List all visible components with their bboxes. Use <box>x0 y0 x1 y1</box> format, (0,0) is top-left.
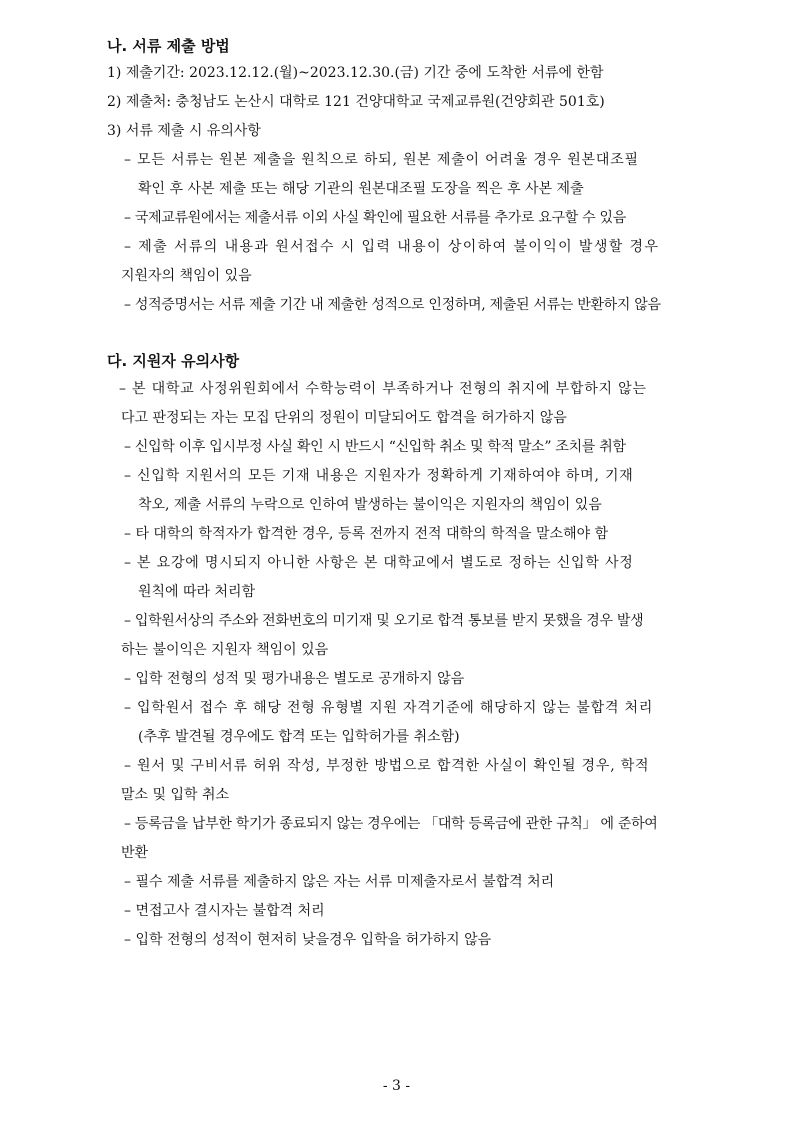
notice-line: – 신입학 이후 입시부정 사실 확인 시 반드시 “신입학 취소 및 학적 말소” 조치를 취함 <box>124 439 626 455</box>
submission-period: 1) 제출기간: 2023.12.12.(월)~2023.12.30.(금) 기간 중에 도착한 서류에 한함 <box>107 65 604 81</box>
note-original-documents: – 모든 서류는 원본 제출을 원칙으로 하되, 원본 제출이 어려울 경우 원본대조필 <box>124 152 639 168</box>
notice-line: – 입학 전형의 성적 및 평가내용은 별도로 공개하지 않음 <box>124 671 465 687</box>
notice-line: – 신입학 지원서의 모든 기재 내용은 지원자가 정확하게 기재하여야 하며, 기재 <box>124 468 634 484</box>
submission-place: 2) 제출처: 충청남도 논산시 대학로 121 건양대학교 국제교류원(건양회관 501호) <box>107 94 605 110</box>
submission-notes-title: 3) 서류 제출 시 유의사항 <box>107 123 261 139</box>
note-content-mismatch-cont: 지원자의 책임이 있음 <box>121 268 252 284</box>
notice-line: 착오, 제출 서류의 누락으로 인하여 발생하는 불이익은 지원자의 책임이 있음 <box>138 497 602 513</box>
notice-line: (추후 발견될 경우에도 합격 또는 입학허가를 취소함) <box>138 729 460 745</box>
notice-line: – 본 대학교 사정위원회에서 수학능력이 부족하거나 전형의 취지에 부합하지 않는 <box>119 381 647 397</box>
note-content-mismatch: – 제출 서류의 내용과 원서접수 시 입력 내용이 상이하여 불이익이 발생할 경우 <box>124 239 660 255</box>
notice-line: 원칙에 따라 처리함 <box>138 584 256 600</box>
note-original-documents-cont: 확인 후 사본 제출 또는 해당 기관의 원본대조필 도장을 찍은 후 사본 제출 <box>138 181 584 197</box>
notice-line: 다고 판정되는 자는 모집 단위의 정원이 미달되어도 합격을 허가하지 않음 <box>121 410 567 426</box>
notice-line: – 본 요강에 명시되지 아니한 사항은 본 대학교에서 별도로 정하는 신입학 사정 <box>124 555 634 571</box>
notice-line: 하는 불이익은 지원자 책임이 있음 <box>121 642 329 658</box>
notice-line: – 입학원서상의 주소와 전화번호의 미기재 및 오기로 합격 통보를 받지 못했을 경우 발생 <box>124 613 644 629</box>
notice-line: – 면접고사 결시자는 불합격 처리 <box>124 903 325 919</box>
notice-line: – 타 대학의 학적자가 합격한 경우, 등록 전까지 전적 대학의 학적을 말소해야 함 <box>124 526 609 542</box>
section-heading-submission-method: 나. 서류 제출 방법 <box>107 37 230 55</box>
note-additional-documents: – 국제교류원에서는 제출서류 이외 사실 확인에 필요한 서류를 추가로 요구할 수 있음 <box>124 210 626 226</box>
notice-line: – 필수 제출 서류를 제출하지 않은 자는 서류 미제출자로서 불합격 처리 <box>124 874 555 890</box>
note-transcripts: – 성적증명서는 서류 제출 기간 내 제출한 성적으로 인정하며, 제출된 서류는 반환하지 않음 <box>124 297 661 313</box>
notice-line: – 입학원서 접수 후 해당 전형 유형별 지원 자격기준에 해당하지 않는 불합격 처리 <box>124 700 654 716</box>
notice-line: – 등록금을 납부한 학기가 종료되지 않는 경우에는 「대학 등록금에 관한 규칙」 에 준하여 <box>124 816 658 832</box>
section-heading-applicant-notes: 다. 지원자 유의사항 <box>107 352 240 370</box>
notice-line: 말소 및 입학 취소 <box>121 787 230 803</box>
notice-line: – 입학 전형의 성적이 현저히 낮을경우 입학을 허가하지 않음 <box>124 932 492 948</box>
notice-line: 반환 <box>121 845 149 861</box>
page-number: - 3 - <box>382 1078 411 1094</box>
notice-line: – 원서 및 구비서류 허위 작성, 부정한 방법으로 합격한 사실이 확인될 경우, 학적 <box>124 758 650 774</box>
